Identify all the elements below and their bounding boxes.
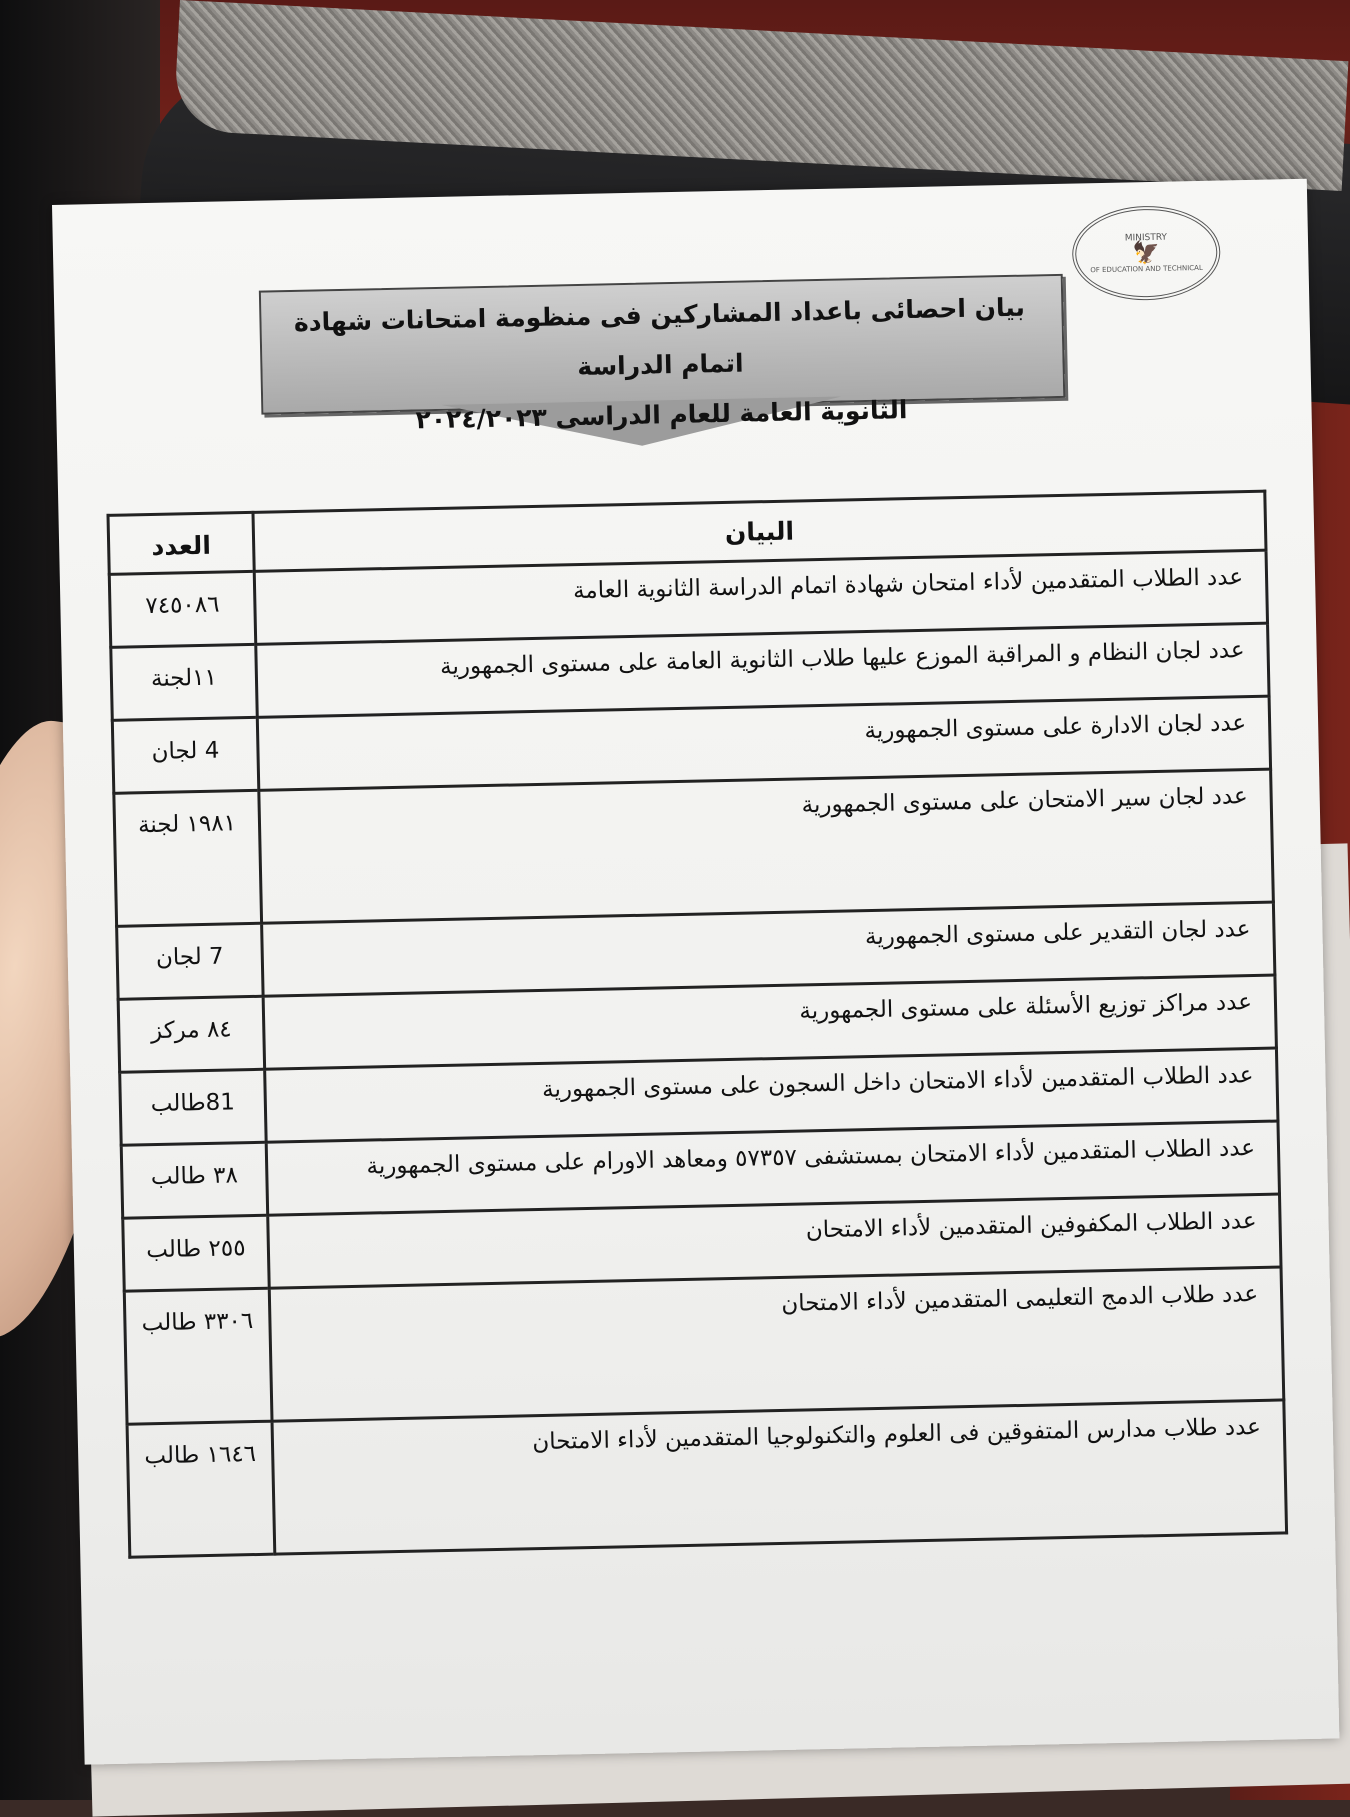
row-desc: عدد لجان سير الامتحان على مستوى الجمهورية <box>259 769 1274 923</box>
seal-text-top: MINISTRY <box>1124 232 1168 244</box>
statistics-table <box>106 490 1288 1559</box>
row-count: ١٦٤٦ طالب <box>127 1421 275 1557</box>
row-desc: عدد الطلاب المكفوفين المتقدمين لأداء الامتحان <box>268 1194 1281 1288</box>
row-count: ١٩٨١ لجنة <box>114 790 262 926</box>
banner-line-1: بيان احصائى باعداد المشاركين فى منظومة امتحانات شهادة اتمام الدراسة <box>293 292 1026 382</box>
seal-text-bottom: OF EDUCATION AND TECHNICAL <box>1090 263 1203 275</box>
row-desc: عدد طلاب مدارس المتفوقين فى العلوم والتكنولوجيا المتقدمين لأداء الامتحان <box>272 1400 1287 1554</box>
header-desc: البيان <box>253 491 1266 571</box>
row-count: 4 لجان <box>112 717 258 793</box>
row-desc: عدد لجان التقدير على مستوى الجمهورية <box>262 902 1275 996</box>
row-desc: عدد طلاب الدمج التعليمى المتقدمين لأداء الامتحان <box>269 1267 1284 1421</box>
row-desc: عدد لجان الادارة على مستوى الجمهورية <box>257 696 1270 790</box>
title-banner <box>259 274 1062 456</box>
row-desc: عدد الطلاب المتقدمين لأداء الامتحان داخل السجون على مستوى الجمهورية <box>265 1048 1278 1142</box>
row-desc: عدد مراكز توزيع الأسئلة على مستوى الجمهورية <box>263 975 1276 1069</box>
table-row <box>114 769 1274 926</box>
header-count: العدد <box>108 512 254 574</box>
row-count: 81طالب <box>120 1069 266 1145</box>
row-count: ٧٤٥٠٨٦ <box>109 571 255 647</box>
row-count: ٨٤ مركز <box>118 996 264 1072</box>
banner-text <box>259 282 1062 449</box>
row-count: ٣٨ طالب <box>121 1142 267 1218</box>
row-desc: عدد الطلاب المتقدمين لأداء امتحان شهادة اتمام الدراسة الثانوية العامة <box>254 550 1267 644</box>
ministry-seal <box>1071 205 1221 302</box>
eagle-icon: 🦅 <box>1132 240 1161 267</box>
banner-line-2: الثانوية العامة للعام الدراسى ٢٠٢٤/٢٠٢٣ <box>415 395 908 435</box>
table-row <box>124 1267 1284 1424</box>
row-count: ٢٥٥ طالب <box>123 1215 269 1291</box>
row-desc: عدد الطلاب المتقدمين لأداء الامتحان بمستشفى ٥٧٣٥٧ ومعاهد الاورام على مستوى الجمهورية <box>266 1121 1279 1215</box>
row-count: ١١لجنة <box>111 644 257 720</box>
row-count: ٣٣٠٦ طالب <box>124 1288 272 1424</box>
document-paper <box>52 179 1339 1765</box>
table-row <box>127 1400 1287 1557</box>
row-count: 7 لجان <box>117 923 263 999</box>
row-desc: عدد لجان النظام و المراقبة الموزع عليها طلاب الثانوية العامة على مستوى الجمهورية <box>256 623 1269 717</box>
